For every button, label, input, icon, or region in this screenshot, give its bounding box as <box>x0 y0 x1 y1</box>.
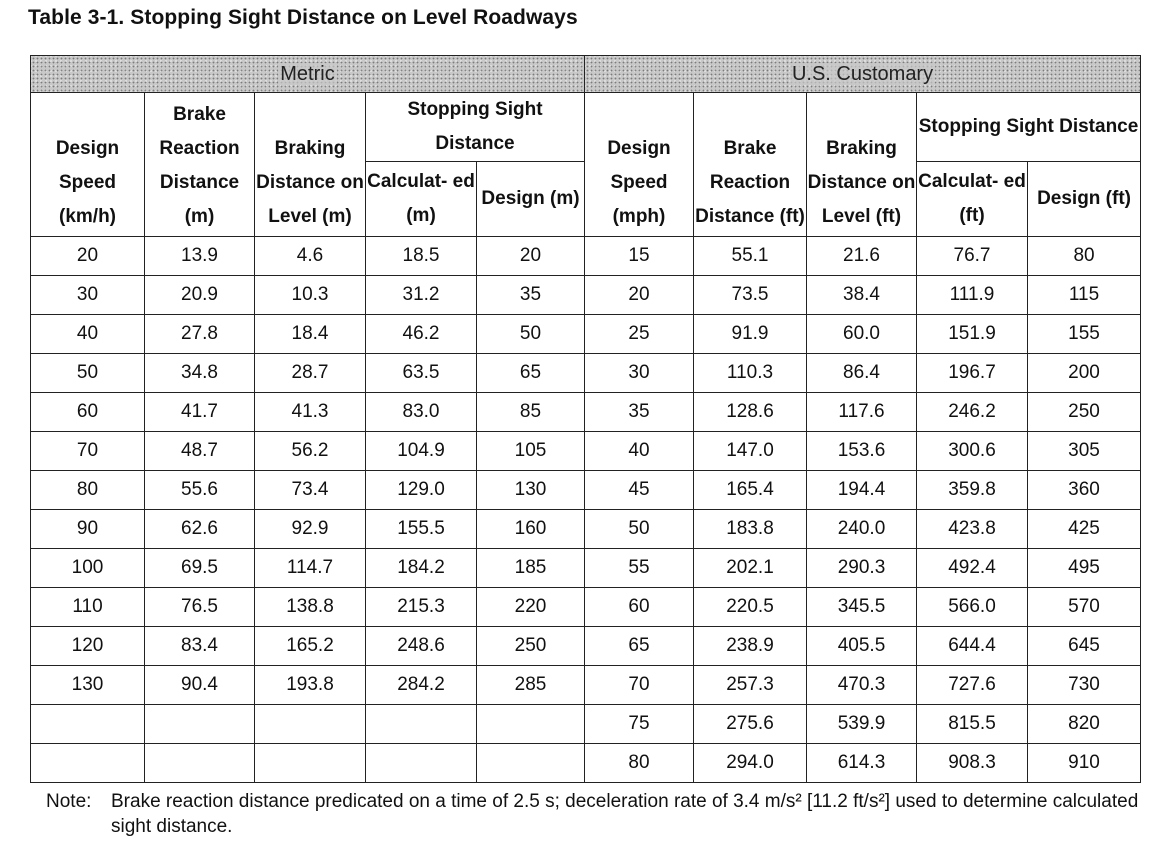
table-cell: 153.6 <box>807 432 917 471</box>
table-cell: 18.4 <box>255 315 366 354</box>
table-cell: 50 <box>31 354 145 393</box>
table-row <box>31 744 1141 783</box>
table-row <box>31 510 1141 549</box>
table-cell: 105 <box>477 432 585 471</box>
table-cell: 539.9 <box>807 705 917 744</box>
table-cell: 13.9 <box>145 237 255 276</box>
table-cell: 75 <box>585 705 694 744</box>
table-cell: 114.7 <box>255 549 366 588</box>
header-metric-ssd: Stopping Sight Distance <box>366 93 585 162</box>
table-row <box>31 666 1141 705</box>
header-us-design: Design (ft) <box>1028 162 1141 237</box>
header-metric-brake-reaction: Brake Reaction Distance (m) <box>145 93 255 237</box>
table-cell: 20.9 <box>145 276 255 315</box>
table-cell: 290.3 <box>807 549 917 588</box>
table-row <box>31 315 1141 354</box>
table-cell: 128.6 <box>694 393 807 432</box>
table-cell: 294.0 <box>694 744 807 783</box>
table-cell: 80 <box>1028 237 1141 276</box>
table-cell: 41.7 <box>145 393 255 432</box>
table-row <box>31 354 1141 393</box>
header-metric-braking-distance: Braking Distance on Level (m) <box>255 93 366 237</box>
table-cell: 285 <box>477 666 585 705</box>
table-cell: 100 <box>31 549 145 588</box>
table-cell: 76.7 <box>917 237 1028 276</box>
table-cell: 35 <box>477 276 585 315</box>
group-header-us-customary: U.S. Customary <box>585 56 1141 93</box>
note-text: Brake reaction distance predicated on a time of 2.5 s; deceleration rate of 3.4 m/s² [11.2 ft/s²] used to determine calculated sight distance. <box>111 791 1139 837</box>
table-cell: 908.3 <box>917 744 1028 783</box>
table-cell: 359.8 <box>917 471 1028 510</box>
table-cell: 90.4 <box>145 666 255 705</box>
table-cell: 345.5 <box>807 588 917 627</box>
table-cell <box>145 744 255 783</box>
table-cell: 70 <box>31 432 145 471</box>
table-cell: 27.8 <box>145 315 255 354</box>
table-cell: 21.6 <box>807 237 917 276</box>
table-cell: 69.5 <box>145 549 255 588</box>
table-cell: 183.8 <box>694 510 807 549</box>
table-cell: 185 <box>477 549 585 588</box>
table-cell: 492.4 <box>917 549 1028 588</box>
header-us-calculated: Calculat- ed (ft) <box>917 162 1028 237</box>
table-cell: 155.5 <box>366 510 477 549</box>
table-cell: 62.6 <box>145 510 255 549</box>
table-cell <box>366 705 477 744</box>
table-cell: 727.6 <box>917 666 1028 705</box>
table-cell: 56.2 <box>255 432 366 471</box>
table-cell: 25 <box>585 315 694 354</box>
table-cell: 34.8 <box>145 354 255 393</box>
page-title: Table 3-1. Stopping Sight Distance on Level Roadways <box>28 6 578 29</box>
table-cell: 910 <box>1028 744 1141 783</box>
table-row <box>31 705 1141 744</box>
table-cell: 110.3 <box>694 354 807 393</box>
table-cell: 248.6 <box>366 627 477 666</box>
table-row <box>31 432 1141 471</box>
table-cell: 147.0 <box>694 432 807 471</box>
table-cell: 130 <box>477 471 585 510</box>
table-cell: 645 <box>1028 627 1141 666</box>
header-metric-design-speed: Design Speed (km/h) <box>31 93 145 237</box>
table-cell: 35 <box>585 393 694 432</box>
note-label: Note: <box>46 791 92 812</box>
table-cell: 196.7 <box>917 354 1028 393</box>
table-cell: 80 <box>31 471 145 510</box>
table-cell: 275.6 <box>694 705 807 744</box>
header-us-braking-distance: Braking Distance on Level (ft) <box>807 93 917 237</box>
table-cell: 820 <box>1028 705 1141 744</box>
table-cell: 60 <box>585 588 694 627</box>
table-cell: 60.0 <box>807 315 917 354</box>
table-cell: 165.4 <box>694 471 807 510</box>
table-cell: 55 <box>585 549 694 588</box>
table-cell: 76.5 <box>145 588 255 627</box>
table-cell: 40 <box>31 315 145 354</box>
table-cell: 31.2 <box>366 276 477 315</box>
table-cell: 220.5 <box>694 588 807 627</box>
table-cell: 111.9 <box>917 276 1028 315</box>
table-cell: 50 <box>477 315 585 354</box>
table-cell: 45 <box>585 471 694 510</box>
table-cell: 92.9 <box>255 510 366 549</box>
table-cell: 20 <box>585 276 694 315</box>
table-cell <box>31 744 145 783</box>
stopping-sight-distance-table <box>30 55 1141 783</box>
table-cell: 815.5 <box>917 705 1028 744</box>
table-cell: 86.4 <box>807 354 917 393</box>
table-cell: 80 <box>585 744 694 783</box>
table-cell: 138.8 <box>255 588 366 627</box>
table-cell: 470.3 <box>807 666 917 705</box>
table-cell: 104.9 <box>366 432 477 471</box>
table-cell: 83.4 <box>145 627 255 666</box>
table-cell: 194.4 <box>807 471 917 510</box>
table-cell: 30 <box>585 354 694 393</box>
table-cell: 730 <box>1028 666 1141 705</box>
table-row <box>31 276 1141 315</box>
table-cell: 90 <box>31 510 145 549</box>
table-cell: 83.0 <box>366 393 477 432</box>
table-cell: 46.2 <box>366 315 477 354</box>
table-cell: 10.3 <box>255 276 366 315</box>
header-us-brake-reaction: Brake Reaction Distance (ft) <box>694 93 807 237</box>
table-cell: 55.1 <box>694 237 807 276</box>
table-cell: 193.8 <box>255 666 366 705</box>
table-cell: 20 <box>31 237 145 276</box>
group-header-metric: Metric <box>31 56 585 93</box>
table-cell: 20 <box>477 237 585 276</box>
table-cell: 284.2 <box>366 666 477 705</box>
table-cell: 65 <box>585 627 694 666</box>
table-row <box>31 237 1141 276</box>
table-cell: 305 <box>1028 432 1141 471</box>
table-cell: 495 <box>1028 549 1141 588</box>
table-row <box>31 471 1141 510</box>
table-cell: 423.8 <box>917 510 1028 549</box>
table-cell: 110 <box>31 588 145 627</box>
table-cell: 65 <box>477 354 585 393</box>
table-cell: 614.3 <box>807 744 917 783</box>
table-cell: 63.5 <box>366 354 477 393</box>
table-cell <box>145 705 255 744</box>
table-cell: 644.4 <box>917 627 1028 666</box>
table-cell: 240.0 <box>807 510 917 549</box>
table-cell <box>31 705 145 744</box>
header-metric-design: Design (m) <box>477 162 585 237</box>
table-cell: 85 <box>477 393 585 432</box>
table-cell: 117.6 <box>807 393 917 432</box>
table-cell: 41.3 <box>255 393 366 432</box>
table-cell: 570 <box>1028 588 1141 627</box>
table-cell: 70 <box>585 666 694 705</box>
table-cell: 405.5 <box>807 627 917 666</box>
table-cell: 28.7 <box>255 354 366 393</box>
table-cell: 200 <box>1028 354 1141 393</box>
table-cell <box>477 744 585 783</box>
table-cell: 155 <box>1028 315 1141 354</box>
table-cell: 160 <box>477 510 585 549</box>
table-cell: 250 <box>477 627 585 666</box>
table-row <box>31 627 1141 666</box>
table-cell: 73.5 <box>694 276 807 315</box>
table-cell: 202.1 <box>694 549 807 588</box>
table-cell: 220 <box>477 588 585 627</box>
table-cell <box>366 744 477 783</box>
table-cell: 250 <box>1028 393 1141 432</box>
table-cell: 246.2 <box>917 393 1028 432</box>
table-cell <box>255 744 366 783</box>
table-cell: 238.9 <box>694 627 807 666</box>
table-cell: 425 <box>1028 510 1141 549</box>
header-us-ssd: Stopping Sight Distance <box>917 93 1141 162</box>
header-us-design-speed: Design Speed (mph) <box>585 93 694 237</box>
table-cell: 115 <box>1028 276 1141 315</box>
header-metric-calculated: Calculat- ed (m) <box>366 162 477 237</box>
table-cell: 15 <box>585 237 694 276</box>
table-cell: 40 <box>585 432 694 471</box>
table-cell: 38.4 <box>807 276 917 315</box>
table-cell: 4.6 <box>255 237 366 276</box>
table-cell: 257.3 <box>694 666 807 705</box>
table-cell: 184.2 <box>366 549 477 588</box>
table-cell: 48.7 <box>145 432 255 471</box>
table-cell: 50 <box>585 510 694 549</box>
table-cell: 165.2 <box>255 627 366 666</box>
table-cell: 300.6 <box>917 432 1028 471</box>
table-row <box>31 549 1141 588</box>
table-row <box>31 393 1141 432</box>
table-cell: 73.4 <box>255 471 366 510</box>
table-cell: 215.3 <box>366 588 477 627</box>
table-cell: 129.0 <box>366 471 477 510</box>
table-cell: 360 <box>1028 471 1141 510</box>
table-cell: 55.6 <box>145 471 255 510</box>
table-cell: 120 <box>31 627 145 666</box>
table-cell <box>255 705 366 744</box>
table-cell <box>477 705 585 744</box>
table-cell: 18.5 <box>366 237 477 276</box>
table-cell: 30 <box>31 276 145 315</box>
table-cell: 566.0 <box>917 588 1028 627</box>
table-cell: 130 <box>31 666 145 705</box>
table-cell: 60 <box>31 393 145 432</box>
table-row <box>31 588 1141 627</box>
table-cell: 91.9 <box>694 315 807 354</box>
table-cell: 151.9 <box>917 315 1028 354</box>
